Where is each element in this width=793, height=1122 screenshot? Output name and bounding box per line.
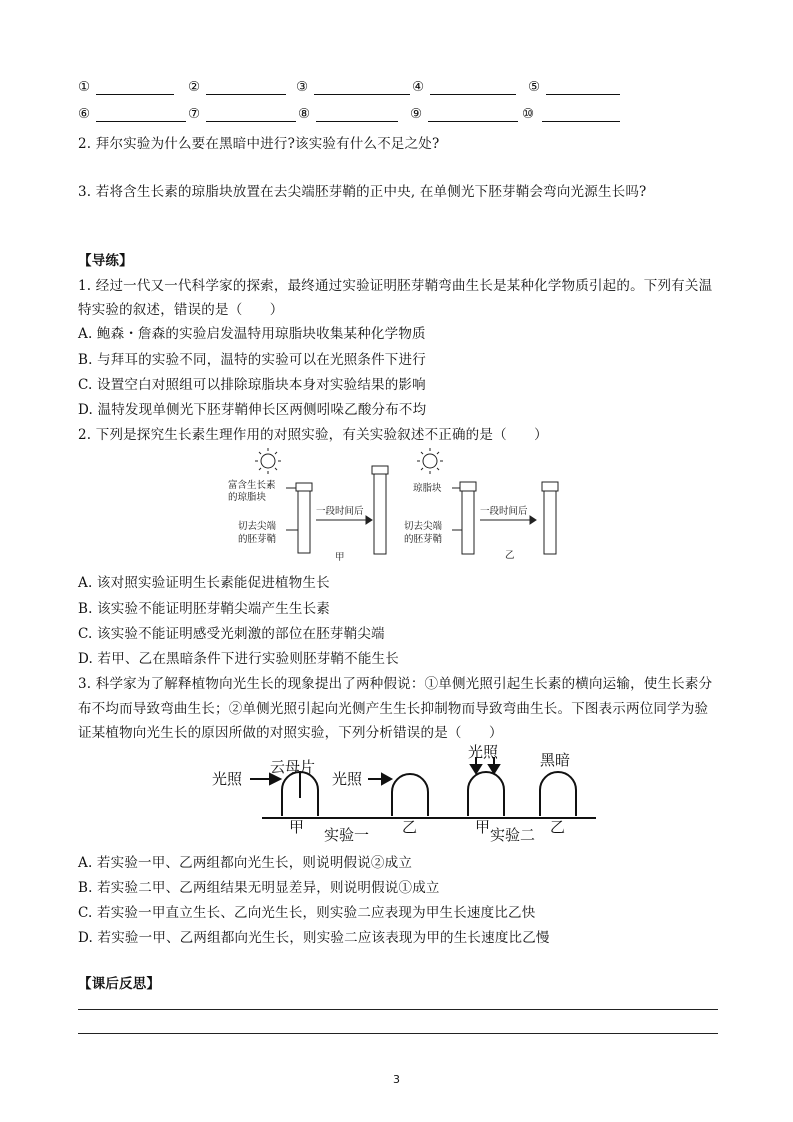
- q1-option-b: B. 与拜耳的实验不同，温特的实验可以在光照条件下进行: [78, 352, 426, 368]
- q2-option-b: B. 该实验不能证明胚芽鞘尖端产生生长素: [78, 601, 331, 617]
- blank-label-7: ⑦: [188, 106, 201, 122]
- reflection-line-1[interactable]: [78, 1009, 718, 1010]
- q2-option-c: C. 该实验不能证明感受光刺激的部位在胚芽鞘尖端: [78, 626, 385, 642]
- coleoptile-exp2-jia: [468, 772, 504, 816]
- reflection-line-2[interactable]: [78, 1033, 718, 1034]
- label-exp2-yi: 乙: [550, 818, 566, 836]
- label-mica: 云母片: [270, 758, 316, 776]
- label-time-2: 一段时间后: [480, 506, 528, 517]
- blank-label-3: ③: [296, 79, 309, 95]
- q3-option-c: C. 若实验一甲直立生长、乙向光生长，则实验二应表现为甲生长速度比乙快: [78, 905, 536, 921]
- blank-label-10: ⑩: [522, 106, 535, 122]
- q1-option-d: D. 温特发现单侧光下胚芽鞘伸长区两侧吲哚乙酸分布不均: [78, 402, 427, 418]
- label-time-1: 一段时间后: [316, 506, 364, 517]
- q1-stem-line1: 1. 经过一代又一代科学家的探索，最终通过实验证明胚芽鞘弯曲生长是某种化学物质引起的。下列有关温: [78, 278, 713, 294]
- q3-stem-line2: 布不均而导致弯曲生长；②单侧光照引起向光侧产生生长抑制物而导致弯曲生长。下图表示两位同学为验: [78, 701, 709, 717]
- label-cut-2: 的胚芽鞘: [238, 534, 277, 545]
- blank-label-9: ⑨: [410, 106, 423, 122]
- q3-option-b: B. 若实验二甲、乙两组结果无明显差异，则说明假说①成立: [78, 880, 440, 896]
- q3-option-a: A. 若实验一甲、乙两组都向光生长，则说明假说②成立: [78, 855, 413, 871]
- q3-stem-line1: 3. 科学家为了解释植物向光生长的现象提出了两种假说：①单侧光照引起生长素的横向运输，使生长素分: [78, 676, 713, 692]
- label-yi: 乙: [505, 550, 515, 561]
- blank-label-4: ④: [412, 79, 425, 95]
- q3-stem-line3: 证某植物向光生长的原因所做的对照实验，下列分析错误的是（ ）: [78, 725, 503, 741]
- blank-label-6: ⑥: [78, 106, 91, 122]
- q3-option-d: D. 若实验一甲、乙两组都向光生长，则实验二应该表现为甲的生长速度比乙慢: [78, 930, 550, 946]
- label-cut-1: 切去尖端: [238, 521, 277, 532]
- label-cut-3: 切去尖端: [404, 521, 443, 532]
- coleoptile-exp1-jia: [282, 771, 318, 816]
- coleoptile-exp1-yi: [392, 774, 428, 816]
- section-reflection-heading: 【课后反思】: [78, 976, 161, 992]
- label-exp2: 实验二: [490, 826, 536, 844]
- label-exp1-jia: 甲: [289, 818, 305, 836]
- label-exp1: 实验一: [324, 826, 370, 844]
- label-agar-block: 琼脂块: [413, 483, 442, 494]
- arrow-right-icon: [368, 774, 391, 784]
- label-exp2-jia: 甲: [475, 818, 491, 836]
- blank-label-5: ⑤: [528, 79, 541, 95]
- label-jia: 甲: [335, 552, 345, 563]
- review-question-3: 3. 若将含生长素的琼脂块放置在去尖端胚芽鞘的正中央, 在单侧光下胚芽鞘会弯向光源生长吗?: [78, 184, 647, 200]
- label-dark: 黑暗: [540, 751, 571, 769]
- review-question-2: 2. 拜尔实验为什么要在黑暗中进行?该实验有什么不足之处?: [78, 136, 440, 152]
- q2-option-d: D. 若甲、乙在黑暗条件下进行实验则胚芽鞘不能生长: [78, 651, 399, 667]
- label-exp1-yi: 乙: [402, 818, 418, 836]
- q2-stem: 2. 下列是探究生长素生理作用的对照实验，有关实验叙述不正确的是（ ）: [78, 427, 548, 443]
- q2-option-a: A. 该对照实验证明生长素能促进植物生长: [78, 575, 330, 591]
- q1-option-a: A. 鲍森・詹森的实验启发温特用琼脂块收集某种化学物质: [78, 326, 426, 342]
- blank-label-1: ①: [78, 79, 91, 95]
- blank-label-2: ②: [188, 79, 201, 95]
- label-light-1: 光照: [212, 770, 243, 788]
- blank-label-8: ⑧: [298, 106, 311, 122]
- page-number: 3: [393, 1073, 400, 1086]
- label-auxin-block-2: 的琼脂块: [228, 492, 267, 503]
- label-light-2: 光照: [332, 770, 363, 788]
- q1-stem-line2: 特实验的叙述，错误的是（ ）: [78, 302, 284, 318]
- label-light-3: 光照: [468, 743, 499, 761]
- label-auxin-block-1: 富含生长素: [228, 480, 276, 491]
- coleoptile-exp2-yi: [540, 772, 576, 816]
- section-practice-heading: 【导练】: [78, 253, 133, 269]
- label-cut-4: 的胚芽鞘: [404, 534, 443, 545]
- q1-option-c: C. 设置空白对照组可以排除琼脂块本身对实验结果的影响: [78, 377, 426, 393]
